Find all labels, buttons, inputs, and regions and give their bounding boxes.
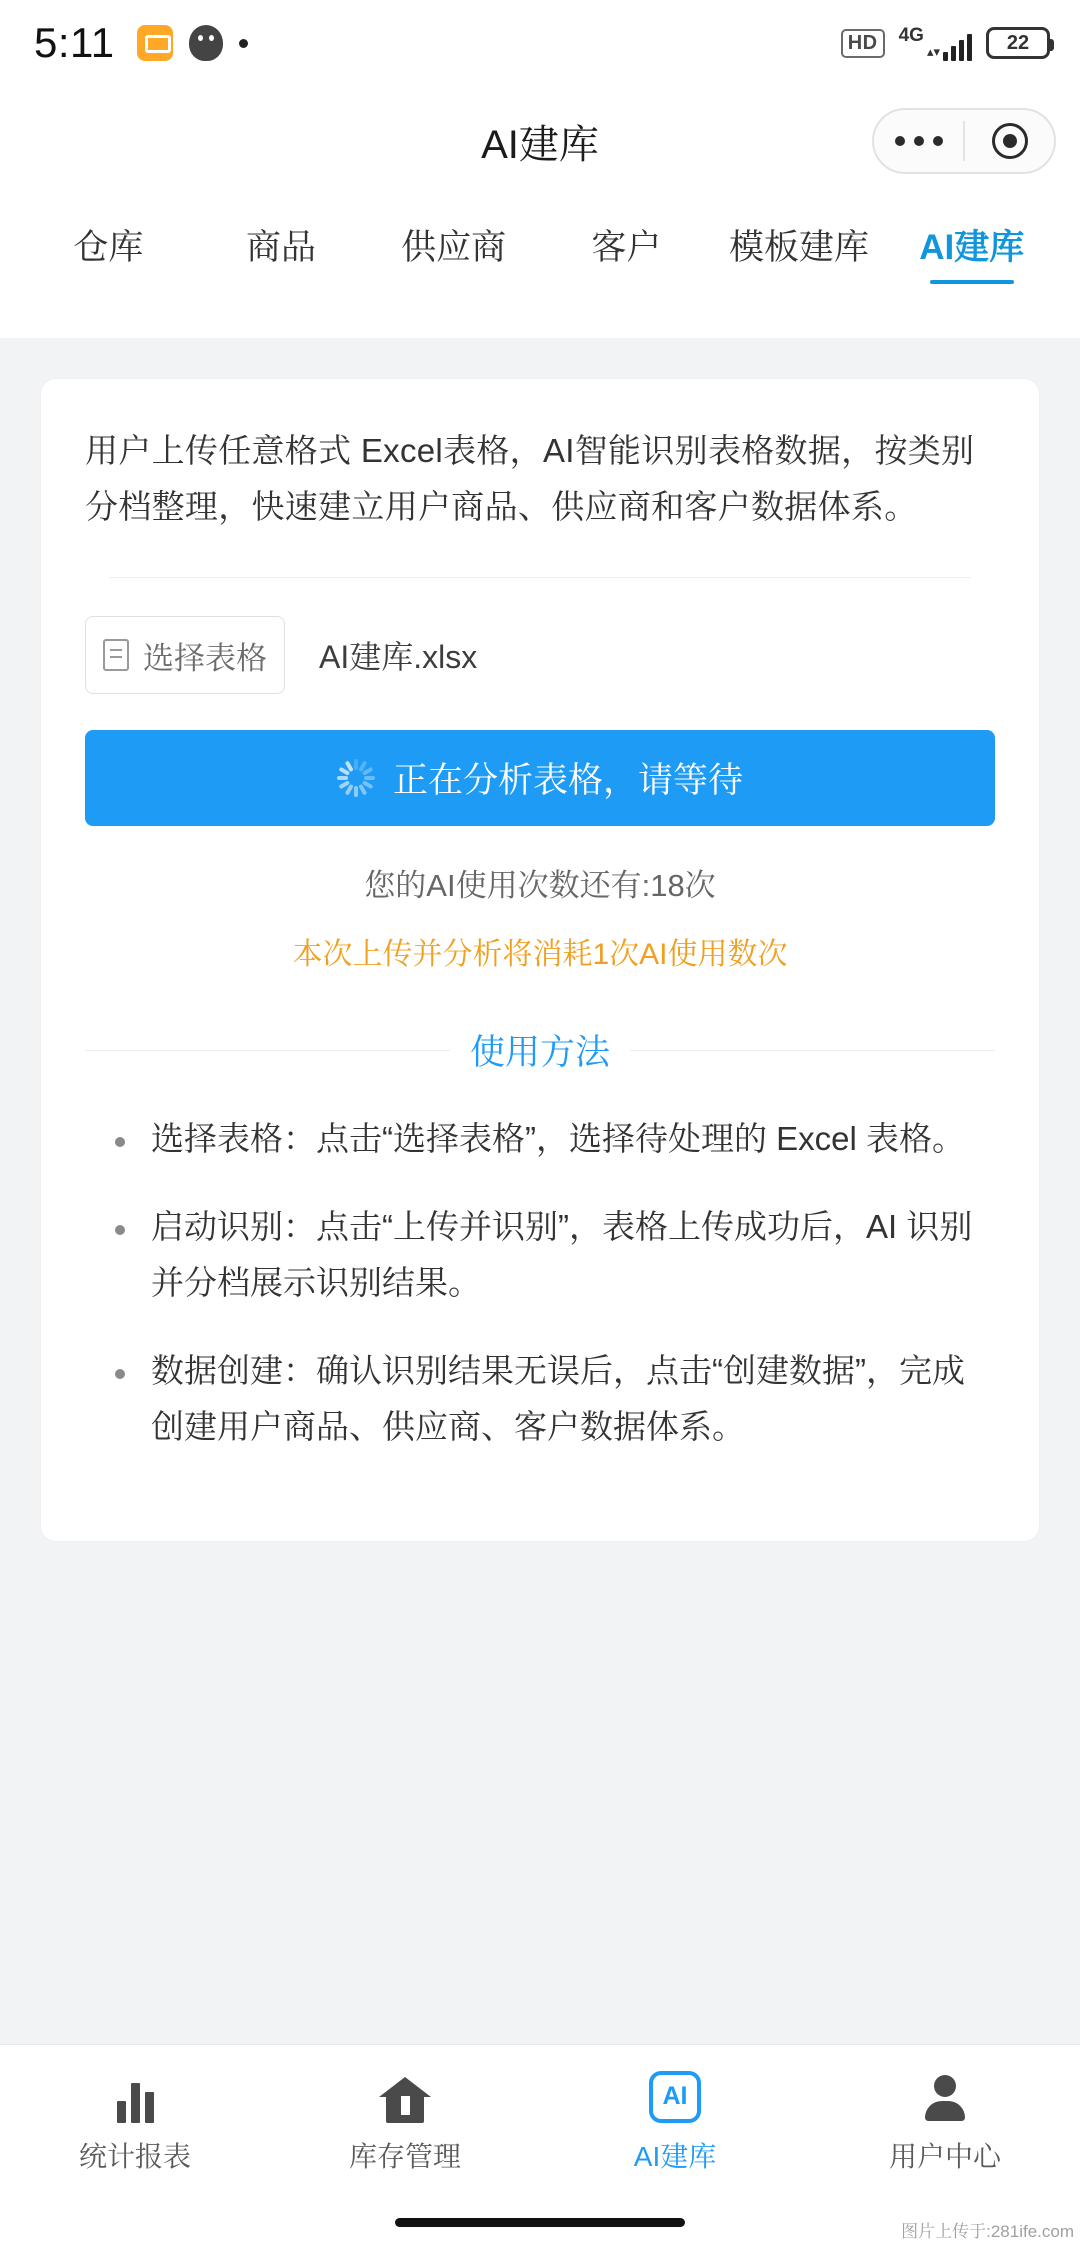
- nav-label-reports: 统计报表: [78, 2140, 191, 2172]
- list-item: [115, 1199, 995, 1311]
- status-bar: [0, 0, 1080, 86]
- intro-text: 用户上传任意格式 Excel表格，AI智能识别表格数据，按类别分档整理，快速建立用户商品、供应商和客户数据体系。: [85, 432, 975, 525]
- bullet-icon: [115, 1225, 125, 1235]
- home-icon: [379, 2071, 431, 2123]
- nav-label-ai-build: AI建库: [633, 2140, 717, 2172]
- list-item: [115, 1111, 995, 1167]
- network-type-label: 4G: [898, 24, 924, 46]
- tab-supplier[interactable]: 供应商: [401, 228, 507, 267]
- nav-item-inventory[interactable]: [270, 2071, 540, 2175]
- tab-ai-build[interactable]: AI建库: [885, 196, 1058, 294]
- selected-file-name: AI建库.xlsx: [319, 639, 478, 675]
- signal-bars-icon: [943, 31, 972, 61]
- status-notification-icons: [137, 25, 248, 61]
- nav-label-inventory: 库存管理: [348, 2140, 461, 2172]
- choose-file-label: 选择表格: [143, 640, 267, 676]
- howto-steps: [85, 1111, 995, 1455]
- data-arrows-icon: ▴▾: [926, 43, 940, 59]
- battery-icon: [986, 27, 1050, 59]
- quota-text: 您的AI使用次数还有:18次: [364, 868, 716, 903]
- target-icon[interactable]: [965, 123, 1054, 159]
- nav-label-user-center: 用户中心: [888, 2140, 1001, 2172]
- hd-icon: HD: [841, 29, 885, 58]
- list-item: [115, 1343, 995, 1455]
- main-content: [0, 338, 1080, 2044]
- loading-spinner-icon: [337, 759, 375, 797]
- document-icon: [103, 639, 129, 671]
- app-header: [0, 86, 1080, 196]
- nav-item-user-center[interactable]: [810, 2071, 1080, 2175]
- header-spacer: [0, 294, 1080, 338]
- howto-divider-left: [85, 1050, 450, 1051]
- quota-warning-text: 本次上传并分析将消耗1次AI使用数次: [292, 938, 788, 971]
- step-text: 选择表格：点击“选择表格”，选择待处理的 Excel 表格。: [151, 1120, 966, 1157]
- watermark-text: 图片上传于:281ife.com: [901, 2222, 1074, 2241]
- chart-icon: [117, 2071, 154, 2123]
- step-text: 数据创建：确认识别结果无误后，点击“创建数据”，完成创建用户商品、供应商、客户数据体系。: [151, 1352, 965, 1445]
- ai-build-card: [40, 378, 1040, 1542]
- howto-header: [85, 1025, 995, 1075]
- status-time: 5:11: [34, 19, 115, 66]
- battery-level: 22: [1006, 31, 1030, 54]
- card-divider: [109, 577, 971, 578]
- howto-title: 使用方法: [470, 1033, 611, 1072]
- ai-icon: AI: [649, 2071, 701, 2123]
- page-title: AI建库: [481, 122, 599, 167]
- analyze-button[interactable]: [85, 730, 995, 826]
- tab-customer[interactable]: 客户: [591, 228, 662, 267]
- home-indicator[interactable]: [395, 2218, 685, 2227]
- tab-warehouse[interactable]: 仓库: [73, 228, 144, 267]
- message-icon: [137, 25, 173, 61]
- step-text: 启动识别：点击“上传并识别”，表格上传成功后，AI 识别并分档展示识别结果。: [151, 1208, 973, 1301]
- bottom-nav-bar[interactable]: [0, 2044, 1080, 2200]
- more-icon[interactable]: [874, 136, 963, 146]
- signal-icon: [899, 26, 972, 61]
- dot-icon: [239, 39, 248, 48]
- status-right-icons: [841, 26, 1050, 61]
- file-select-row: [85, 616, 995, 694]
- mini-program-capsule[interactable]: [872, 108, 1056, 174]
- user-icon: [922, 2071, 968, 2123]
- nav-item-reports[interactable]: [0, 2071, 270, 2175]
- howto-divider-right: [630, 1050, 995, 1051]
- bullet-icon: [115, 1137, 125, 1147]
- top-tab-bar[interactable]: [0, 196, 1080, 294]
- bullet-icon: [115, 1369, 125, 1379]
- choose-file-button[interactable]: [85, 616, 285, 694]
- nav-item-ai-build[interactable]: [540, 2071, 810, 2175]
- tab-template-build[interactable]: 模板建库: [729, 228, 870, 267]
- analyze-button-label: 正在分析表格，请等待: [392, 761, 743, 800]
- tab-goods[interactable]: 商品: [246, 228, 317, 267]
- qq-icon: [189, 25, 223, 61]
